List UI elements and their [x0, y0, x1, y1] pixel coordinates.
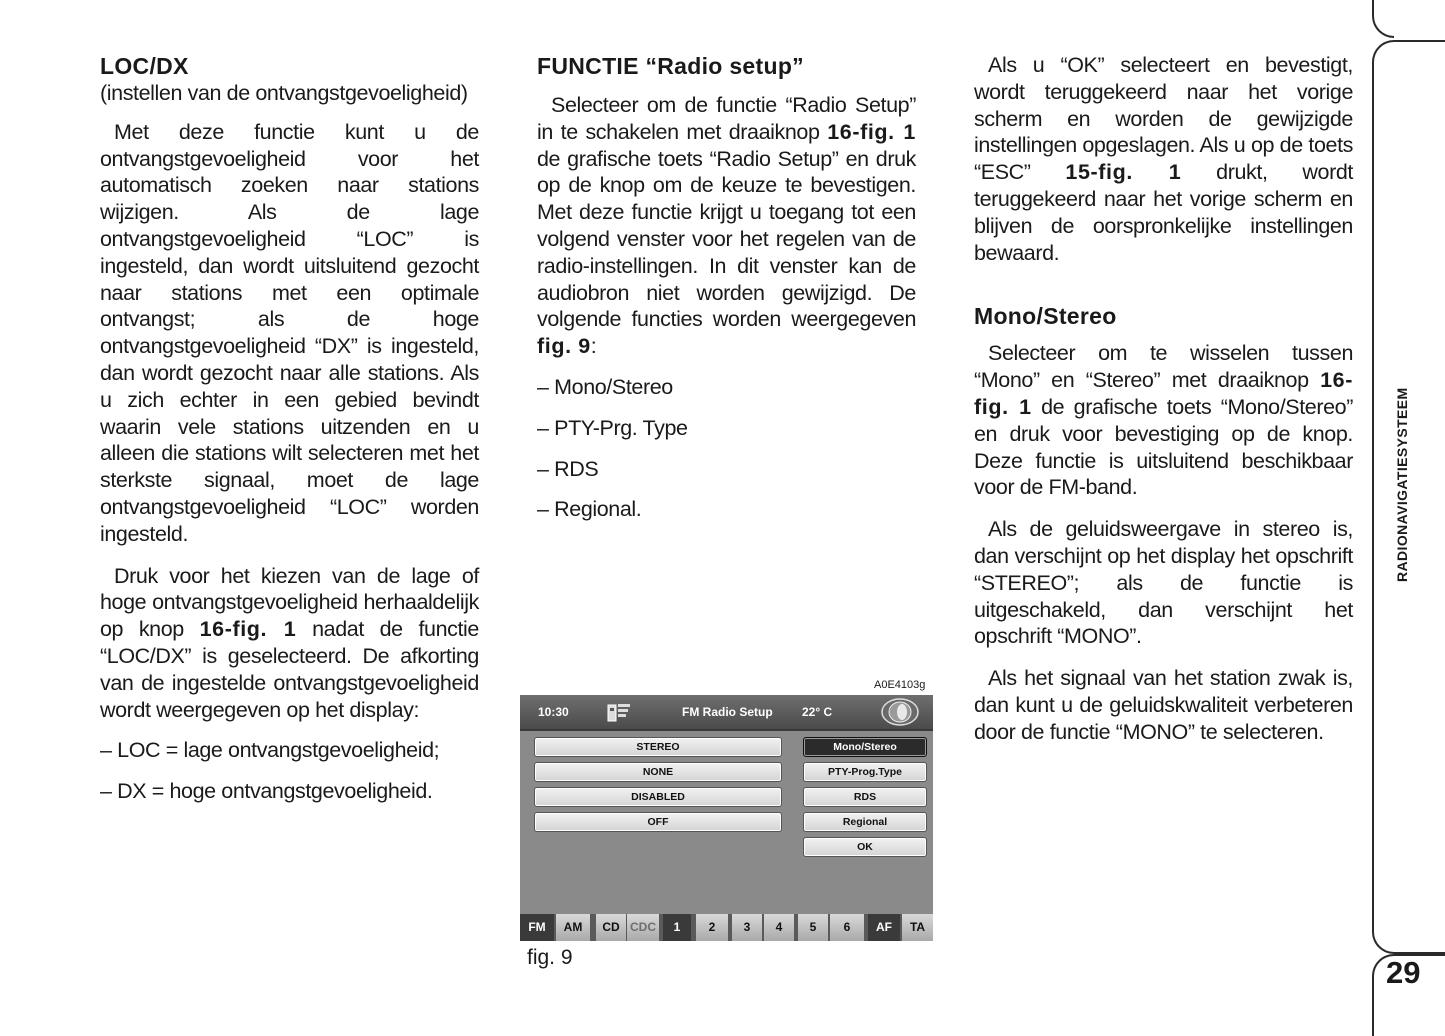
- mono-stereo-button[interactable]: Mono/Stereo: [803, 737, 927, 757]
- column-loc-dx: [100, 52, 479, 805]
- heading-mono-stereo: Mono/Stereo: [974, 303, 1117, 330]
- value-pty: NONE: [534, 762, 782, 782]
- preset-5-button[interactable]: 5: [798, 914, 828, 941]
- figure-code: A0E4103g: [874, 679, 926, 691]
- phone-signal-icon: [606, 701, 632, 723]
- pty-prog-type-button[interactable]: PTY-Prog.Type: [803, 762, 927, 782]
- paragraph-ok-esc: Als u “OK” selecteert en bevestigt, wordt teruggekeerd naar het vorige scherm en worden de gewijzigde instellingen opgeslagen. Als u op de toets “ESC” 15-fig. 1 drukt, wordt teruggekeerd naar het vorige scherm en blijven de oorspronkelijke instellingen bewaard.: [974, 53, 1353, 265]
- screen-status-bar: [520, 695, 933, 731]
- temperature: 22° C: [802, 705, 833, 719]
- speaker-icon: [880, 698, 920, 726]
- list-item-regional: – Regional.: [537, 497, 642, 522]
- heading-loc-dx: LOC/DX: [100, 53, 189, 79]
- value-regional: OFF: [534, 812, 782, 832]
- paragraph-mono-stereo-2: Als de geluidsweergave in stereo is, dan verschijnt op het display het opschrift “STEREO”; als de functie is uitgeschakeld, dan verschijnt het opschrift “MONO”.: [974, 517, 1353, 649]
- paragraph-mono-stereo-1: Selecteer om te wisselen tussen “Mono” en “Stereo” met draaiknop 16-fig. 1 de grafische toets “Mono/Stereo” en druk voor bevestiging op de knop. Deze functie is uitsluitend beschikbaar voor de FM-band.: [974, 341, 1353, 500]
- radio-setup-screen: [520, 695, 933, 941]
- paragraph-loc-dx-1: Met deze functie kunt u de ontvangstgevoeligheid voor het automatisch zoeken naar stations wijzigen. Als de lage ontvangstgevoeligheid “LOC” is ingesteld, dan wordt uitsluitend gezocht naar stations met een optimale ontvangst; als de hoge ontvangstgevoeligheid “DX” is ingesteld, dan wordt gezocht naar alle stations. Als u zich echter in een gebied bevindt waarin vele stations uitzenden en u alleen die stations wilt selecteren met het sterkste signaal, moet de lage ontvangstgevoeligheid “LOC” worden ingesteld.: [100, 119, 479, 546]
- list-item-loc: – LOC = lage ontvangstgevoeligheid;: [100, 738, 440, 763]
- subtitle-loc-dx: (instellen van de ontvangstgevoeligheid): [100, 81, 468, 105]
- clock: 10:30: [538, 705, 569, 719]
- list-item-mono-stereo: – Mono/Stereo: [537, 374, 673, 399]
- rds-button[interactable]: RDS: [803, 787, 927, 807]
- heading-radio-setup: FUNCTIE “Radio setup”: [537, 53, 804, 79]
- regional-button[interactable]: Regional: [803, 812, 927, 832]
- list-item-dx: – DX = hoge ontvangstgevoeligheid.: [100, 779, 433, 804]
- paragraph-radio-setup: Selecteer om de functie “Radio Setup” in te schakelen met draaiknop 16-fig. 1 de grafische toets “Radio Setup” en druk op de knop om de keuze te bevestigen. Met deze functie krijgt u toegang tot een volgend venster voor het regelen van de radio-instellingen. In dit venster kan de audiobron niet worden gewijzigd. De volgende functies worden weergegeven fig. 9:: [537, 93, 916, 359]
- screen-title: FM Radio Setup: [682, 705, 773, 719]
- value-rds: DISABLED: [534, 787, 782, 807]
- column-mono-stereo: [974, 52, 1353, 746]
- paragraph-mono-stereo-3: Als het signaal van het station zwak is, dan kunt u de geluidskwaliteit verbeteren door de functie “MONO” te selecteren.: [974, 666, 1353, 744]
- source-cd-button[interactable]: CD: [596, 914, 626, 941]
- ta-button[interactable]: TA: [902, 914, 933, 941]
- preset-4-button[interactable]: 4: [764, 914, 794, 941]
- band-fm-button[interactable]: FM: [520, 914, 554, 941]
- preset-1-button[interactable]: 1: [663, 914, 691, 941]
- list-item-pty: – PTY-Prg. Type: [537, 415, 688, 440]
- source-cdc-button[interactable]: CDC: [627, 914, 659, 941]
- ok-button[interactable]: OK: [803, 837, 927, 857]
- band-am-button[interactable]: AM: [556, 914, 590, 941]
- af-button[interactable]: AF: [868, 914, 900, 941]
- paragraph-loc-dx-2: Druk voor het kiezen van de lage of hoge ontvangstgevoeligheid herhaaldelijk op knop 16-fig. 1 nadat de functie “LOC/DX” is geselecteerd. De afkorting van de ingestelde ontvangstgevoeligheid wordt weergegeven op het display:: [100, 563, 479, 722]
- figure-reference: 16-fig. 1: [199, 617, 297, 642]
- source-bar: [520, 914, 933, 941]
- preset-2-button[interactable]: 2: [696, 914, 728, 941]
- section-label: RADIONAVIGATIESYSTEEM: [1394, 387, 1410, 582]
- preset-6-button[interactable]: 6: [830, 914, 864, 941]
- preset-3-button[interactable]: 3: [732, 914, 762, 941]
- list-item-rds: – RDS: [537, 456, 599, 481]
- figure-caption: fig. 9: [527, 946, 573, 969]
- page-number: 29: [1386, 955, 1421, 990]
- column-radio-setup: [537, 52, 916, 523]
- tab-divider-top: [1372, 0, 1394, 38]
- value-mono-stereo: STEREO: [534, 737, 782, 757]
